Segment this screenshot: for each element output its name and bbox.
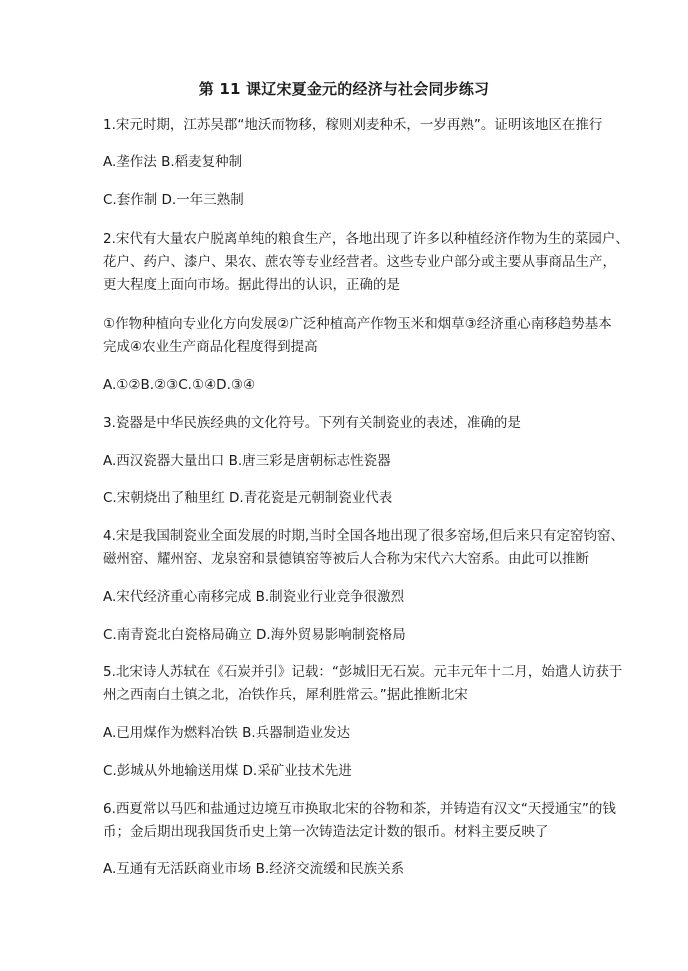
question-3-options-cd: C.宋朝烧出了釉里红 D.青花瓷是元朝制瓷业代表 (103, 490, 393, 506)
page-title: 第 11 课辽宋夏金元的经济与社会同步练习 (198, 80, 490, 98)
question-5-options-cd: C.彭城从外地输送用煤 D.采矿业技术先进 (103, 763, 352, 779)
question-1-options-ab: A.垄作法 B.稻麦复种制 (103, 154, 243, 170)
question-2-options: A.①②B.②③C.①④D.③④ (103, 377, 256, 393)
question-4-stem-line-1: 4.宋是我国制瓷业全面发展的时期,当时全国各地出现了很多窑场,但后来只有定窑钧窑、 (103, 528, 624, 544)
question-2-stem-line-1: 2.宋代有大量农户脱离单纯的粮食生产，各地出现了许多以种植经济作物为生的菜园户、 (103, 231, 629, 247)
question-1-stem: 1.宋元时期，江苏吴郡“地沃而物移，稼则刈麦种禾，一岁再熟”。证明该地区在推行 (103, 117, 603, 133)
question-3-stem: 3.瓷器是中华民族经典的文化符号。下列有关制瓷业的表述，准确的是 (103, 415, 521, 431)
question-5-stem-line-1: 5.北宋诗人苏轼在《石炭并引》记载：“彭城旧无石炭。元丰元年十二月，始遣人访获于 (103, 664, 623, 680)
question-5-stem-line-2: 州之西南白土镇之北，冶铁作兵，犀利胜常云。”据此推断北宋 (103, 687, 468, 703)
question-4-options-cd: C.南青瓷北白瓷格局确立 D.海外贸易影响制瓷格局 (103, 627, 406, 643)
question-6-options-ab: A.互通有无活跃商业市场 B.经济交流缓和民族关系 (103, 861, 405, 877)
question-2-items-line-2: 完成④农业生产商品化程度得到提高 (103, 339, 318, 355)
question-5-options-ab: A.已用煤作为燃料冶铁 B.兵器制造业发达 (103, 725, 351, 741)
question-2-items-line-1: ①作物种植向专业化方向发展②广泛种植高产作物玉米和烟草③经济重心南移趋势基本 (103, 316, 612, 332)
question-6-stem-line-2: 币；金后期出现我国货币史上第一次铸造法定计数的银币。材料主要反映了 (103, 824, 549, 840)
question-2-stem-line-2: 花户、药户、漆户、果农、蔗农等专业经营者。这些专业户部分或主要从事商品生产， (103, 254, 616, 270)
question-4-stem-line-2: 磁州窑、耀州窑、龙泉窑和景德镇窑等被后人合称为宋代六大窑系。由此可以推断 (103, 551, 589, 567)
question-2-stem-line-3: 更大程度上面向市场。据此得出的认识，正确的是 (103, 277, 400, 293)
question-1-options-cd: C.套作制 D.一年三熟制 (103, 192, 244, 208)
question-6-stem-line-1: 6.西夏常以马匹和盐通过边境互市换取北宋的谷物和茶，并铸造有汉文“天授通宝”的钱 (103, 801, 616, 817)
question-4-options-ab: A.宋代经济重心南移完成 B.制瓷业行业竞争很激烈 (103, 589, 405, 605)
question-3-options-ab: A.西汉瓷器大量出口 B.唐三彩是唐朝标志性瓷器 (103, 453, 391, 469)
